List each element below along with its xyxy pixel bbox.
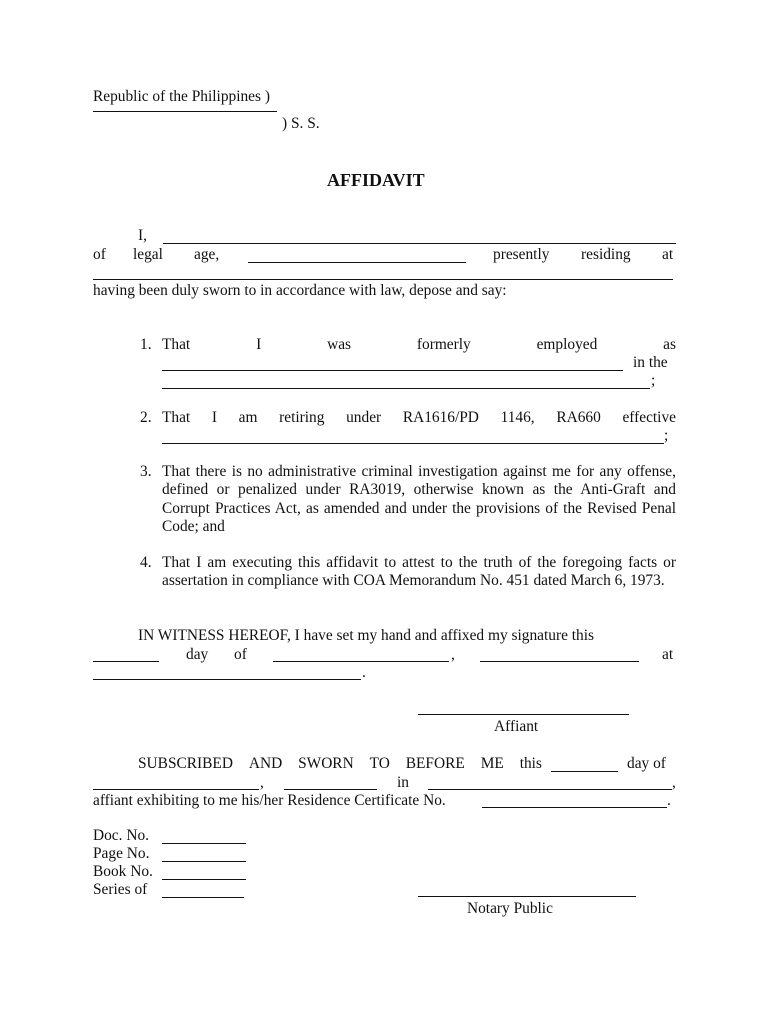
subscribed-word: this [519,755,542,772]
subscribed-in: in [397,774,409,791]
page-no-blank[interactable] [162,861,246,862]
subscribed-comma2: , [672,774,676,791]
witness-year-blank[interactable] [480,661,639,662]
address-blank[interactable] [93,279,673,280]
subscribed-year-blank[interactable] [284,789,377,790]
employer-blank[interactable] [162,388,650,389]
item-3-text: That there is no administrative criminal investigation against me for any offense, defined or penalized under RA3019, otherwise known as the Anti-Graft and Corrupt Practices Act, as amended and under the provisions of the Revised Penal Code; and [162,463,676,536]
subscribed-month-blank[interactable] [93,789,259,790]
item-2-line1 [162,409,676,427]
civil-status-blank[interactable] [248,262,466,263]
item-4-text: That I am executing this affidavit to attest to the truth of the foregoing facts or assertation in compliance with COA Memorandum No. 451 dated March 6, 1973. [162,554,676,590]
subscribed-words [138,755,542,773]
subscribed-period: . [667,792,671,809]
subscribed-comma: , [260,774,264,791]
item-1-end: ; [651,372,656,389]
item-2-word: 1146, [500,409,535,426]
notary-signature-line[interactable] [418,896,636,897]
book-no-blank[interactable] [162,879,246,880]
series-blank[interactable] [162,897,244,898]
item-1-line1 [162,336,676,354]
venue-blank[interactable] [93,111,277,112]
affiant-name-blank[interactable] [163,243,676,244]
item-2-word: retiring [279,409,325,426]
doc-no-blank[interactable] [162,843,246,844]
residence-cert-blank[interactable] [482,807,667,808]
intro-presently: presently [493,246,550,263]
item-2-end: ; [664,427,669,444]
item-2-word: RA1616/PD [402,409,479,426]
witness-at: at [662,646,674,663]
witness-day: day [186,646,209,663]
republic-line: Republic of the Philippines ) [93,88,270,105]
item-1-word: formerly [416,336,471,353]
intro-of: of [93,246,106,263]
item-1-number: 1. [140,336,152,353]
intro-at: at [662,246,674,263]
item-2-word: effective [622,409,676,426]
witness-comma: , [451,646,455,663]
item-1-word: was [327,336,352,353]
subscribed-word: SUBSCRIBED [138,755,233,772]
subscribed-day-blank[interactable] [551,771,618,772]
affiant-signature-line[interactable] [418,714,629,715]
intro-age: age, [194,246,220,263]
item-1-in-the: in the [633,354,668,371]
item-1-word: That [162,336,191,353]
item-2-word: That [162,409,191,426]
document-title: AFFIDAVIT [327,170,425,190]
intro-residing: residing [581,246,631,263]
item-4-number: 4. [140,554,152,571]
book-no-label: Book No. [93,863,153,880]
doc-no-label: Doc. No. [93,827,149,844]
item-2-number: 2. [140,409,152,426]
intro-i: I, [138,227,147,244]
position-blank[interactable] [162,370,623,371]
witness-of: of [234,646,247,663]
item-1-word: employed [536,336,598,353]
item-2-word: I [211,409,218,426]
item-3-number: 3. [140,463,152,480]
subscribed-word: ME [480,755,504,772]
series-label: Series of [93,881,148,898]
subscribed-word: TO [369,755,390,772]
subscribed-word: AND [248,755,283,772]
subscribed-day-of: day of [627,755,666,772]
item-2-word: RA660 [556,409,601,426]
subscribed-word: SWORN [298,755,354,772]
witness-line: IN WITNESS HEREOF, I have set my hand and affixed my signature this [138,627,594,644]
intro-legal: legal [133,246,163,263]
affiant-label: Affiant [494,718,539,735]
intro-sworn: having been duly sworn to in accordance with law, depose and say: [93,282,507,299]
item-1-word: as [663,336,676,353]
subscribed-place-blank[interactable] [428,789,672,790]
witness-period: . [362,664,366,681]
item-2-word: am [238,409,258,426]
subscribed-exhibiting: affiant exhibiting to me his/her Residence Certificate No. [93,792,446,809]
page-no-label: Page No. [93,845,150,862]
witness-month-blank[interactable] [273,661,449,662]
item-2-word: under [346,409,382,426]
ss-label: ) S. S. [282,115,320,132]
witness-day-blank[interactable] [93,661,159,662]
subscribed-word: BEFORE [405,755,465,772]
notary-public-label: Notary Public [467,900,553,917]
effective-date-blank[interactable] [162,443,664,444]
witness-place-blank[interactable] [93,679,361,680]
item-1-word: I [256,336,262,353]
